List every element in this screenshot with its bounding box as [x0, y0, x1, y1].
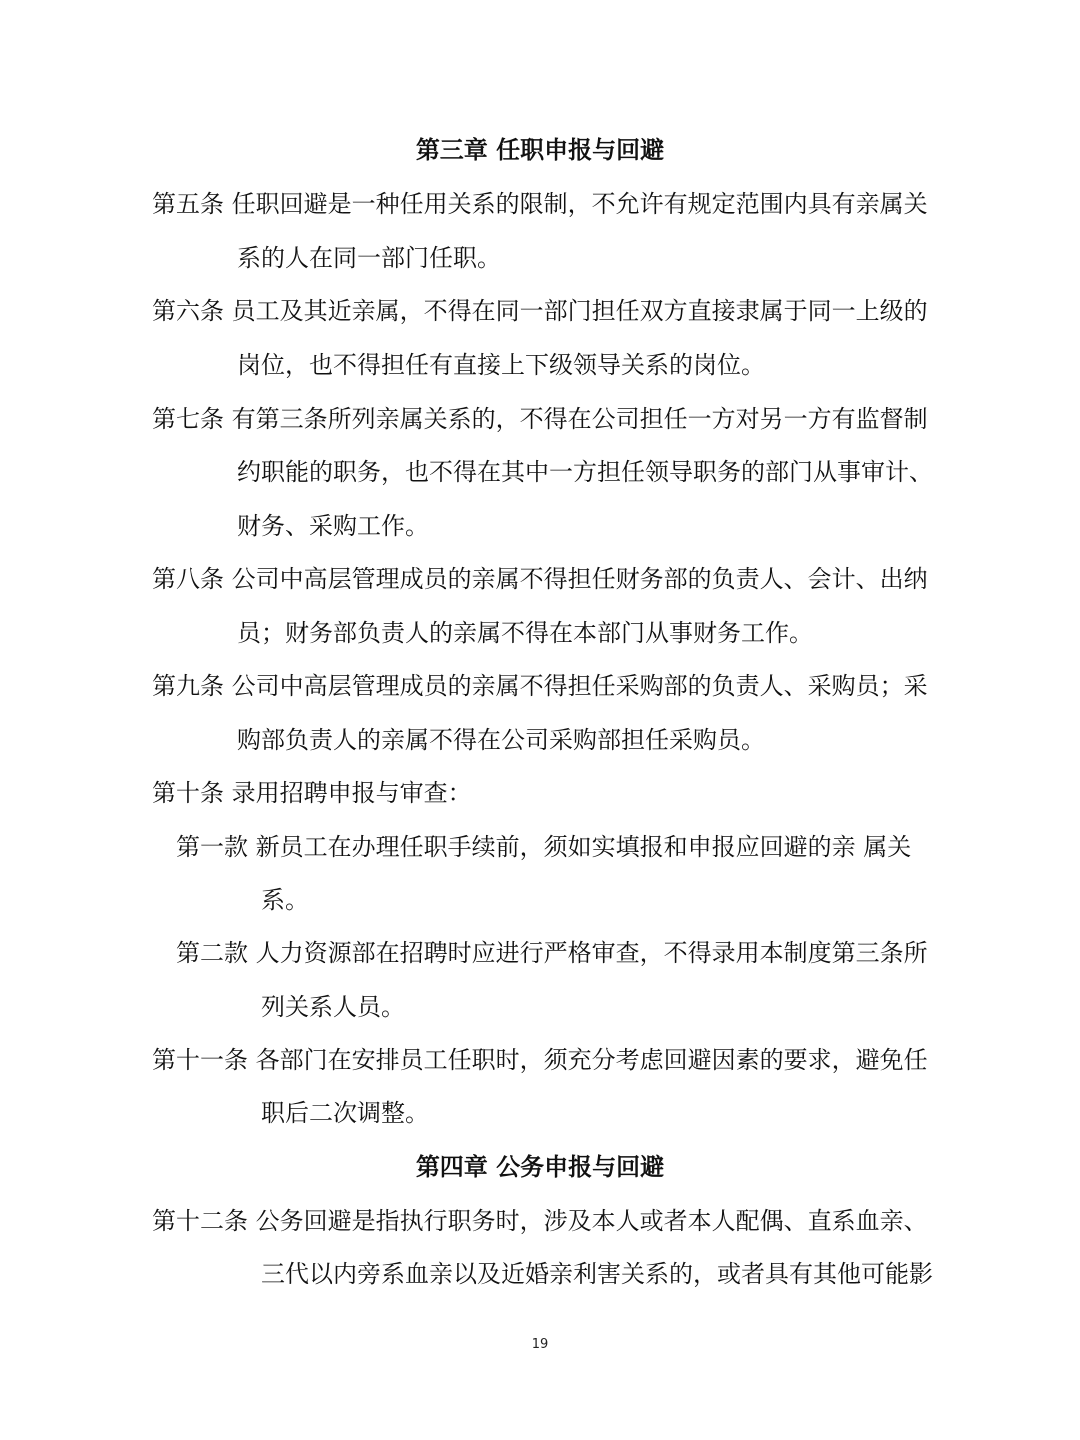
chapter-3-title: 第三章 任职申报与回避 — [415, 136, 665, 164]
article-7-line-2: 约职能的职务，也不得在其中一方担任领导职务的部门从事审计、 — [237, 458, 933, 486]
article-7-line-1: 第七条 有第三条所列亲属关系的，不得在公司担任一方对另一方有监督制 — [152, 405, 928, 433]
clause-1-line-2: 系。 — [261, 886, 309, 914]
article-8-line-2: 员；财务部负责人的亲属不得在本部门从事财务工作。 — [237, 619, 813, 647]
article-6-line-1: 第六条 员工及其近亲属，不得在同一部门担任双方直接隶属于同一上级的 — [152, 297, 928, 325]
clause-1-line-1: 第一款 新员工在办理任职手续前，须如实填报和申报应回避的亲 属关 — [176, 833, 912, 861]
article-11-line-1: 第十一条 各部门在安排员工任职时，须充分考虑回避因素的要求，避免任 — [152, 1046, 928, 1074]
article-6-line-2: 岗位，也不得担任有直接上下级领导关系的岗位。 — [237, 351, 765, 379]
clause-2-line-2: 列关系人员。 — [261, 993, 405, 1021]
article-11-line-2: 职后二次调整。 — [261, 1099, 429, 1127]
article-5-line-2: 系的人在同一部门任职。 — [237, 244, 501, 272]
article-9-line-2: 购部负责人的亲属不得在公司采购部担任采购员。 — [237, 726, 765, 754]
article-12-line-2: 三代以内旁系血亲以及近婚亲利害关系的，或者具有其他可能影 — [261, 1260, 933, 1288]
article-7-line-3: 财务、采购工作。 — [237, 512, 429, 540]
chapter-4-title: 第四章 公务申报与回避 — [415, 1153, 665, 1181]
page-number: 19 — [531, 1337, 549, 1352]
clause-2-line-1: 第二款 人力资源部在招聘时应进行严格审查，不得录用本制度第三条所 — [176, 939, 928, 967]
article-12-line-1: 第十二条 公务回避是指执行职务时，涉及本人或者本人配偶、直系血亲、 — [152, 1207, 928, 1235]
article-9-line-1: 第九条 公司中高层管理成员的亲属不得担任采购部的负责人、采购员；采 — [152, 672, 928, 700]
article-10-line-1: 第十条 录用招聘申报与审查： — [152, 779, 472, 807]
article-5-line-1: 第五条 任职回避是一种任用关系的限制，不允许有规定范围内具有亲属关 — [152, 190, 928, 218]
article-8-line-1: 第八条 公司中高层管理成员的亲属不得担任财务部的负责人、会计、出纳 — [152, 565, 928, 593]
